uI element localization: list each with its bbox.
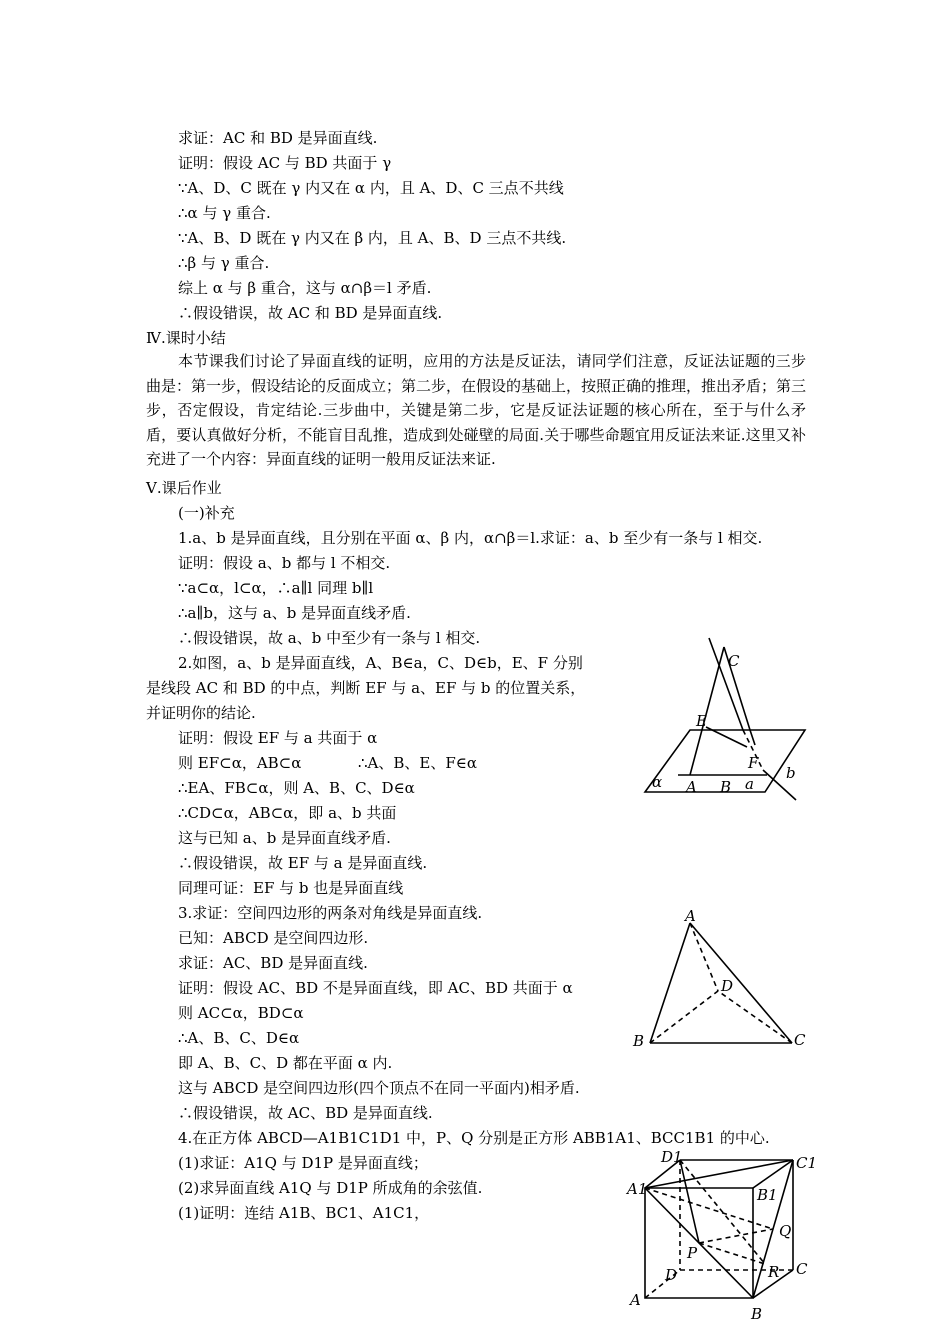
fig1-label-1: E	[696, 712, 707, 730]
proof1-line1: 求证：AC 和 BD 是异面直线.	[178, 129, 378, 147]
q4-text: 4.在正方体 ABCD—A1B1C1D1 中，P、Q 分别是正方形 ABB1A1、BCC1B1 的中心.	[178, 1129, 770, 1147]
fig2-label-0: A	[685, 907, 696, 925]
q3-line2: 求证：AC、BD 是异面直线.	[178, 954, 368, 972]
fig1-label-0: C	[728, 652, 740, 670]
proof1-line5: ∵A、B、D 既在 γ 内又在 β 内，且 A、B、D 三点不共线.	[178, 229, 567, 247]
q2-line3: ∴EA、FB⊂α，则 A、B、C、D∈α	[178, 779, 415, 797]
fig1-label-4: α	[652, 773, 663, 791]
line-ca	[690, 647, 724, 775]
edge-ad	[690, 923, 718, 991]
q3-text: 3.求证：空间四边形的两条对角线是异面直线.	[178, 904, 483, 922]
figure-skew-lines	[630, 630, 810, 805]
fig2-label-1: D	[721, 977, 734, 995]
proof1-line7: 综上 α 与 β 重合，这与 α∩β＝l 矛盾.	[178, 279, 432, 297]
proof1-line6: ∴β 与 γ 重合.	[178, 254, 270, 272]
q4-proof: (1)证明：连结 A1B、BC1、A1C1，	[178, 1204, 430, 1222]
seg-pq	[699, 1229, 773, 1243]
fig3-label-4: Q	[779, 1222, 792, 1240]
fig1-label-5: A	[686, 778, 697, 796]
edge-ab	[650, 923, 690, 1043]
q1-line3: ∴a∥b，这与 a、b 是异面直线矛盾.	[178, 604, 411, 622]
section4-heading: Ⅳ.课时小结	[146, 329, 226, 347]
proof1-line8: ∴假设错误，故 AC 和 BD 是异面直线.	[178, 304, 443, 322]
proof1-line3: ∵A、D、C 既在 γ 内又在 α 内，且 A、D、C 三点不共线	[178, 179, 564, 197]
figure-space-quadrilateral	[630, 905, 810, 1055]
line-cb-lower	[750, 730, 755, 745]
figure-cube	[625, 1148, 825, 1323]
q2-line2b: ∴A、B、E、F∈α	[358, 754, 477, 772]
fig3-label-9: A	[630, 1291, 641, 1309]
q1-line1: 证明：假设 a、b 都与 l 不相交.	[178, 554, 391, 572]
q4-part2: (2)求异面直线 A1Q 与 D1P 所成角的余弦值.	[178, 1179, 483, 1197]
section5-sub: (一)补充	[178, 504, 235, 522]
q2-line1: 证明：假设 EF 与 a 共面于 α	[178, 729, 378, 747]
q1-text: 1.a、b 是异面直线，且分别在平面 α、β 内，α∩β＝l.求证：a、b 至少有一条与 l 相交.	[178, 529, 763, 547]
proof1-line4: ∴α 与 γ 重合.	[178, 204, 271, 222]
q3-line8: ∴假设错误，故 AC、BD 是异面直线.	[178, 1104, 433, 1122]
q3-line1: 已知：ABCD 是空间四边形.	[178, 929, 369, 947]
fig3-label-1: C1	[796, 1154, 818, 1172]
edge-ac	[690, 923, 792, 1043]
q2-text-3: 并证明你的结论.	[146, 704, 256, 722]
q2-line2a: 则 EF⊂α，AB⊂α	[178, 754, 302, 772]
fig1-label-6: B	[720, 778, 732, 796]
q3-line4: 则 AC⊂α，BD⊂α	[178, 1004, 304, 1022]
fig3-label-7: D	[665, 1266, 678, 1284]
q4-part1: (1)求证：A1Q 与 D1P 是异面直线；	[178, 1154, 428, 1172]
section5-heading: Ⅴ.课后作业	[146, 479, 222, 497]
q3-line5: ∴A、B、C、D∈α	[178, 1029, 300, 1047]
q2-line5: 这与已知 a、b 是异面直线矛盾.	[178, 829, 391, 847]
edge-bd	[650, 991, 718, 1043]
fig2-label-2: B	[633, 1032, 645, 1050]
q2-line6: ∴假设错误，故 EF 与 a 是异面直线.	[178, 854, 428, 872]
proof1-line2: 证明：假设 AC 与 BD 共面于 γ	[178, 154, 392, 172]
fig3-label-0: D1	[661, 1148, 683, 1166]
fig3-label-5: P	[687, 1244, 698, 1262]
q1-line2: ∵a⊂α，l⊂α，∴a∥l 同理 b∥l	[178, 579, 374, 597]
q2-line4: ∴CD⊂α，AB⊂α，即 a、b 共面	[178, 804, 397, 822]
q3-line6: 即 A、B、C、D 都在平面 α 内.	[178, 1054, 393, 1072]
fig3-label-10: B	[751, 1305, 763, 1323]
fig1-label-2: F	[748, 754, 759, 772]
q2-line7: 同理可证：EF 与 b 也是异面直线	[178, 879, 404, 897]
section4-summary: 本节课我们讨论了异面直线的证明，应用的方法是反证法，请同学们注意，反证法证题的三步曲是：第一步，假设结论的反面成立；第二步，在假设的基础上，按照正确的推理，推出矛盾；第三步，否定假设，肯定结论.三步曲中，关键是第二步，它是反证法证题的核心所在，至于与什么矛盾，要认真做好分析，不能盲目乱推，造成到处碰壁的局面.关于哪些命题宜用反证法来证.这里又补充进了一个内容：异面直线的证明一般用反证法来证.	[146, 352, 807, 468]
q3-line7: 这与 ABCD 是空间四边形(四个顶点不在同一平面内)相矛盾.	[178, 1079, 580, 1097]
fig2-label-3: C	[794, 1031, 806, 1049]
fig3-label-3: B1	[757, 1186, 778, 1204]
q3-line3: 证明：假设 AC、BD 不是异面直线，即 AC、BD 共面于 α	[178, 979, 573, 997]
fig3-label-2: A1	[627, 1180, 648, 1198]
fig1-label-3: b	[786, 764, 796, 782]
fig3-label-6: R	[768, 1263, 780, 1281]
q1-line4: ∴假设错误，故 a、b 中至少有一条与 l 相交.	[178, 629, 481, 647]
q2-text-2: 是线段 AC 和 BD 的中点，判断 EF 与 a、EF 与 b 的位置关系，	[146, 679, 586, 697]
fig1-label-7: a	[745, 775, 754, 793]
fig3-label-8: C	[796, 1260, 808, 1278]
q2-text-1: 2.如图，a、b 是异面直线，A、B∈a，C、D∈b，E、F 分别	[178, 654, 583, 672]
